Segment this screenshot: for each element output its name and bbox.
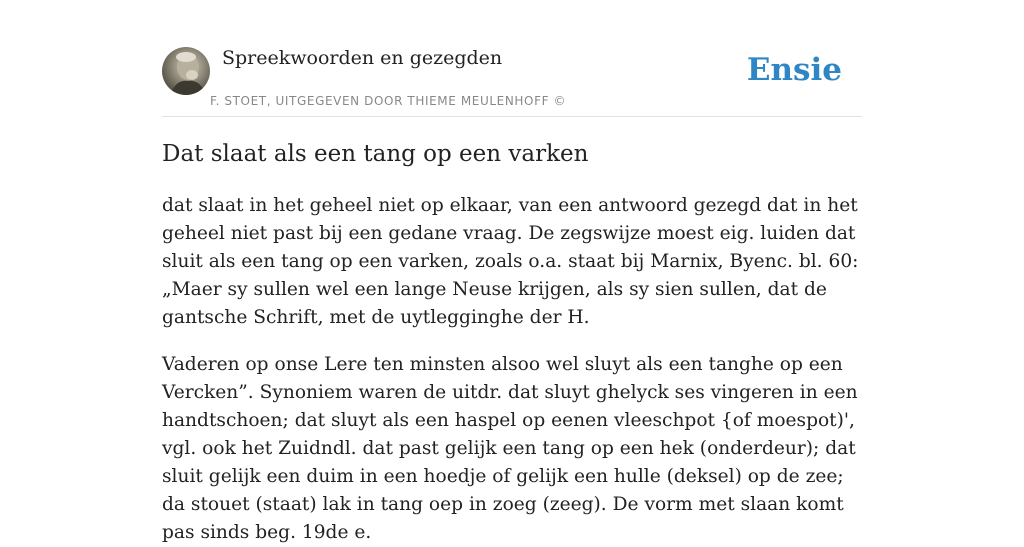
header: [162, 0, 862, 117]
entry-paragraph: Vaderen op onse Lere ten minsten alsoo wel sluyt als een tanghe op een Vercken”. Synoniem waren de uitdr. dat sluyt ghelyck ses vingeren in een handtschoen; dat sluyt als een haspel op eenen vleeschpot {of moespot)', vgl. ook het Zuidndl. dat past gelijk een tang op een hek (onderdeur); dat sluit gelijk een duim in een hoedje of gelijk een hulle (deksel) op de zee; da stouet (staat) lak in tang oep in zoeg (zeeg). De vorm met slaan komt pas sinds beg. 19de e.: [162, 354, 858, 543]
entry-title: Dat slaat als een tang op een varken: [162, 141, 589, 167]
entry-paragraph: dat slaat in het geheel niet op elkaar, van een antwoord gezegd dat in het geheel niet past bij een gedane vraag. De zegswijze moest eig. luiden dat sluit als een tang op een varken, zoals o.a. staat bij Marnix, Byenc. bl. 60: „Maer sy sullen wel een lange Neuse krijgen, als sy sien sullen, dat de gantsche Schrift, met de uytlegginghe der H.: [162, 195, 859, 328]
source-credit: F. STOET, UITGEGEVEN DOOR THIEME MEULENHOFF ©: [210, 94, 567, 108]
ensie-logo-link[interactable]: Ensie: [746, 52, 842, 88]
book-title[interactable]: Spreekwoorden en gezegden: [222, 47, 503, 69]
author-avatar[interactable]: [162, 47, 210, 95]
portrait-image: [162, 47, 210, 95]
page-container: [162, 0, 862, 543]
